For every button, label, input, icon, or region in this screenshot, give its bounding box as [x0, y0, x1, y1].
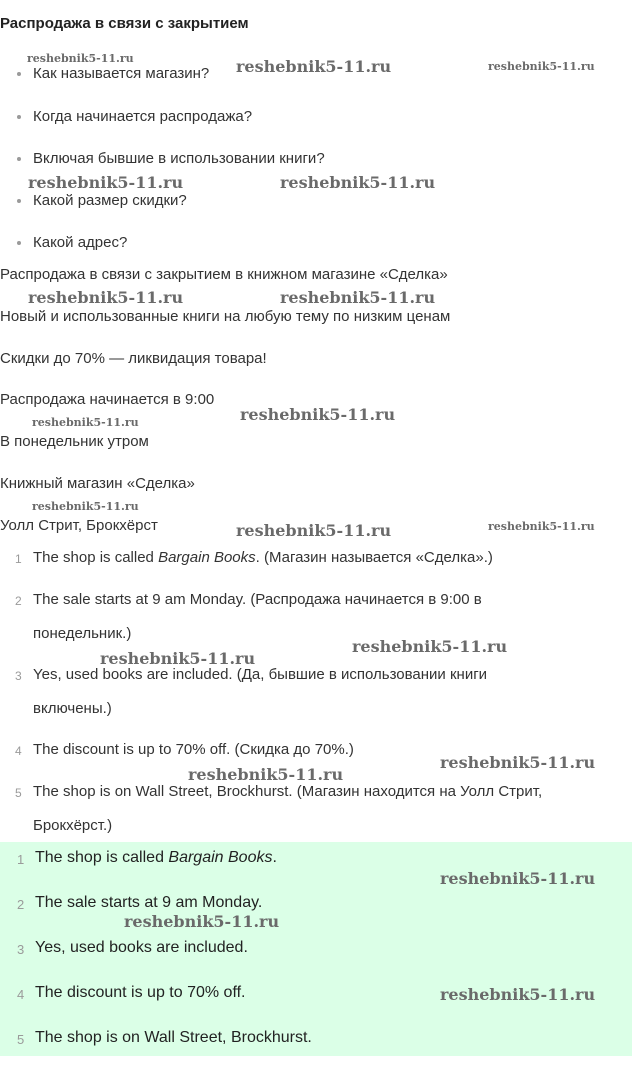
watermark: reshebnik5-11.ru — [280, 288, 436, 307]
watermark: reshebnik5-11.ru — [236, 57, 392, 76]
answer-text: . — [272, 849, 277, 866]
bullet-icon — [17, 115, 21, 119]
watermark: reshebnik5-11.ru — [27, 52, 134, 65]
watermark: reshebnik5-11.ru — [240, 405, 396, 424]
ad-line: Распродажа начинается в 9:00 — [0, 391, 215, 408]
answer-number: 1 — [15, 552, 22, 566]
answer-text: . (Магазин называется «Сделка».) — [255, 549, 493, 566]
answer-number: 4 — [17, 987, 25, 1002]
ad-line: Новый и использованные книги на любую тему по низким ценам — [0, 308, 451, 325]
watermark: reshebnik5-11.ru — [124, 912, 280, 931]
answer-number: 2 — [15, 594, 22, 608]
watermark: reshebnik5-11.ru — [440, 753, 596, 772]
watermark: reshebnik5-11.ru — [32, 500, 139, 513]
watermark: reshebnik5-11.ru — [488, 520, 595, 533]
ad-line: Скидки до 70% — ликвидация товара! — [0, 350, 267, 367]
answer-emphasis: Bargain Books — [158, 549, 256, 566]
bullet-icon — [17, 241, 21, 245]
answer-item: The shop is on Wall Street, Brockhurst. (Магазин находится на Уолл Стрит, — [33, 783, 543, 800]
watermark: reshebnik5-11.ru — [100, 649, 256, 668]
answer-item-continued: включены.) — [33, 700, 112, 717]
answer-item: The discount is up to 70% off. (Скидка до 70%.) — [33, 741, 354, 758]
watermark: reshebnik5-11.ru — [28, 173, 184, 192]
answer-item: The sale starts at 9 am Monday. — [35, 894, 263, 911]
answer-number: 1 — [17, 852, 25, 867]
bullet-icon — [17, 72, 21, 76]
watermark: reshebnik5-11.ru — [188, 765, 344, 784]
ad-line: Книжный магазин «Сделка» — [0, 475, 195, 492]
answer-item — [33, 549, 493, 566]
answer-number: 3 — [15, 669, 22, 683]
answer-item: Yes, used books are included. (Да, бывшие в использовании книги — [33, 666, 488, 683]
question-item: Как называется магазин? — [33, 65, 210, 82]
ad-line: Распродажа в связи с закрытием в книжном магазине «Сделка» — [0, 266, 448, 283]
watermark: reshebnik5-11.ru — [32, 416, 139, 429]
answer-text: The shop is called — [33, 549, 159, 566]
answer-emphasis: Bargain Books — [168, 849, 273, 866]
answer-text: The shop is called — [35, 849, 169, 866]
answer-item: The sale starts at 9 am Monday. (Распродажа начинается в 9:00 в — [33, 591, 482, 608]
watermark: reshebnik5-11.ru — [280, 173, 436, 192]
answer-item-continued: Брокхёрст.) — [33, 817, 113, 834]
answer-number: 5 — [15, 786, 22, 800]
question-item: Включая бывшие в использовании книги? — [33, 150, 325, 167]
watermark: reshebnik5-11.ru — [28, 288, 184, 307]
watermark: reshebnik5-11.ru — [236, 521, 392, 540]
question-item: Какой размер скидки? — [33, 192, 187, 209]
answer-number: 5 — [17, 1032, 25, 1047]
ad-line: Уолл Стрит, Брокхёрст — [0, 517, 158, 534]
answer-number: 2 — [17, 897, 25, 912]
watermark: reshebnik5-11.ru — [440, 869, 596, 888]
ad-line: В понедельник утром — [0, 433, 149, 450]
bullet-icon — [17, 157, 21, 161]
answer-item-continued: понедельник.) — [33, 625, 132, 642]
bullet-icon — [17, 199, 21, 203]
answer-item — [35, 849, 277, 867]
watermark: reshebnik5-11.ru — [488, 60, 595, 73]
question-item: Какой адрес? — [33, 234, 128, 251]
page-title: Распродажа в связи с закрытием — [0, 15, 249, 32]
answer-item: The shop is on Wall Street, Brockhurst. — [35, 1029, 312, 1046]
answer-number: 3 — [17, 942, 25, 957]
watermark: reshebnik5-11.ru — [352, 637, 508, 656]
answer-item: The discount is up to 70% off. — [35, 984, 246, 1001]
answer-item: Yes, used books are included. — [35, 939, 248, 956]
question-item: Когда начинается распродажа? — [33, 108, 253, 125]
answer-number: 4 — [15, 744, 22, 758]
watermark: reshebnik5-11.ru — [440, 985, 596, 1004]
